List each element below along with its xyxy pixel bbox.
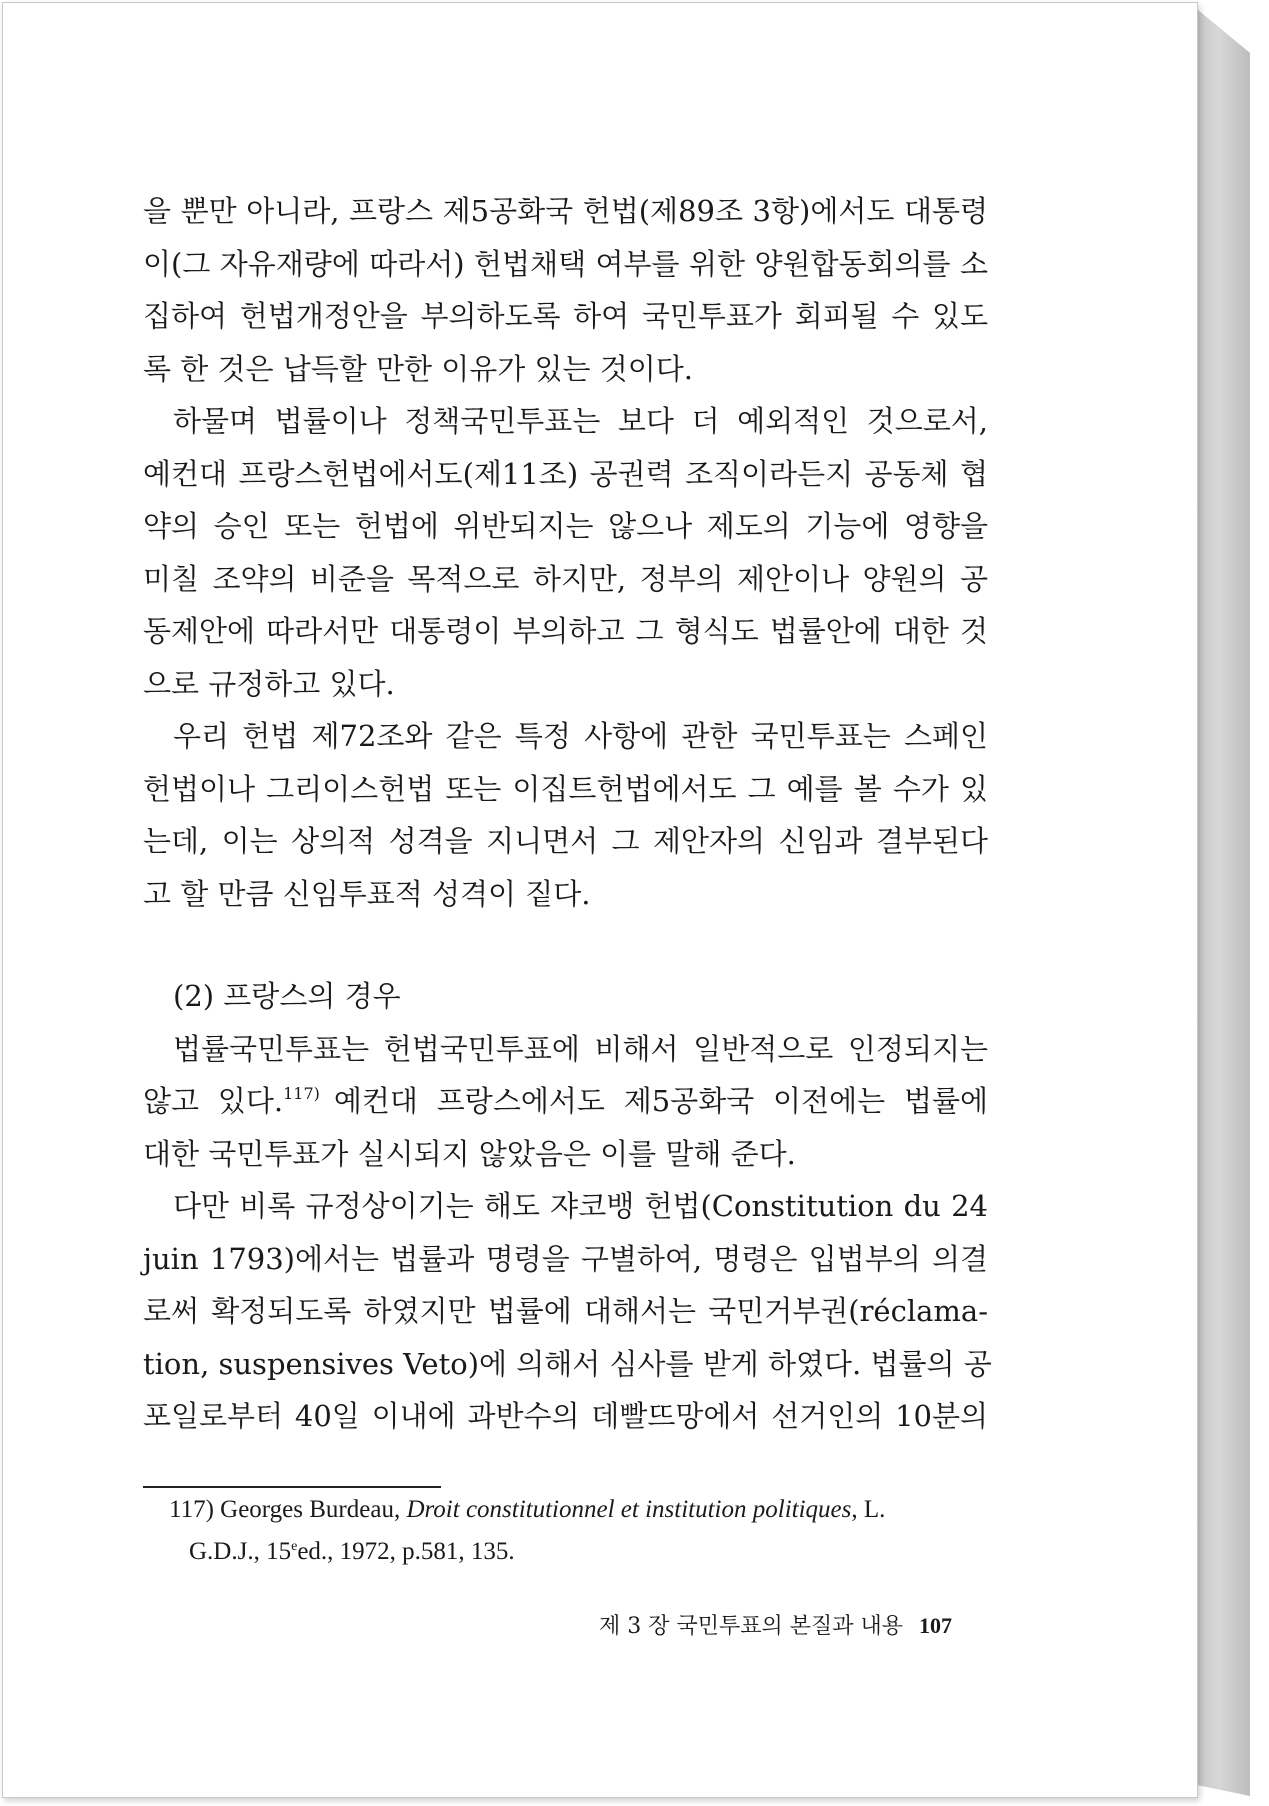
text-line: 이(그 자유재량에 따라서) 헌법채택 여부를 위한 양원합동회의를 소 [143,246,988,281]
footnote-divider [143,1486,441,1488]
text-line: 우리 헌법 제72조와 같은 특정 사항에 관한 국민투표는 스페인 [173,719,988,753]
section-gap [143,920,988,970]
text-line: 법률국민투표는 헌법국민투표에 비해서 일반적으로 인정되지는 [173,1031,988,1066]
footnote-title: Droit constitutionnel et institution politiques [406,1496,852,1523]
text-line: 으로 규정하고 있다. [143,666,395,701]
text-line: 로써 확정되도록 하였지만 법률에 대해서는 국민거부권(réclama- [143,1294,988,1328]
text-line: 록 한 것은 납득할 만한 이유가 있는 것이다. [143,351,693,386]
chapter-title: 제 3 장 국민투표의 본질과 내용 [599,1614,903,1639]
footnote-line [169,1531,991,1573]
text-line: 약의 승인 또는 헌법에 위반되지는 않으나 제도의 기능에 영향을 [143,509,988,543]
text-line: 을 뿐만 아니라, 프랑스 제5공화국 헌법(제89조 3항)에서도 대통령 [143,194,988,228]
footnote-edition-superscript: e [291,1539,298,1554]
text-line: 는데, 이는 상의적 성격을 지니면서 그 제안자의 신임과 결부된다 [143,824,988,858]
text-line: 헌법이나 그리이스헌법 또는 이집트헌법에서도 그 예를 볼 수가 있 [143,771,988,806]
text-line: 고 할 만큼 신임투표적 성격이 짙다. [143,876,591,911]
text-line: 하물며 법률이나 정책국민투표는 보다 더 예외적인 것으로서, [173,404,988,438]
footnote-number: 117) [169,1496,214,1523]
footnote-citation: G.D.J., 15 [189,1538,292,1565]
section-heading: (2) 프랑스의 경우 [173,979,401,1013]
page-number: 107 [919,1613,952,1638]
text-fragment: 예컨대 프랑스에서도 제5공화국 이전에는 법률에 [333,1084,988,1118]
text-line: 동제안에 따라서만 대통령이 부의하고 그 형식도 법률안에 대한 것 [143,614,988,648]
book-page-edge [1198,10,1250,1796]
text-line-with-footnote-ref [143,1075,988,1128]
text-line: 포일로부터 40일 이내에 과반수의 데빨뜨망에서 선거인의 10분의 [143,1399,988,1433]
body-text [143,185,992,1443]
text-line: 다만 비록 규정상이기는 해도 쟈코뱅 헌법(Constitution du 24 [173,1189,988,1223]
text-line: 대한 국민투표가 실시되지 않았음은 이를 말해 준다. [143,1136,796,1171]
book-page [2,2,1198,1798]
text-line: 미칠 조약의 비준을 목적으로 하지만, 정부의 제안이나 양원의 공 [143,561,988,596]
text-line: 예컨대 프랑스헌법에서도(제11조) 공권력 조직이라든지 공동체 협 [143,456,988,491]
text-line: 집하여 헌법개정안을 부의하도록 하여 국민투표가 회피될 수 있도 [143,299,988,333]
running-footer [3,1609,952,1640]
footnote-reference: 117) [283,1084,320,1103]
footnote-citation-tail: ed., 1972, p.581, 135. [297,1538,515,1565]
text-line: juin 1793)에서는 법률과 명령을 구별하여, 명령은 입법부의 의결 [143,1241,988,1276]
footnote [169,1489,991,1573]
text-fragment: 않고 있다. [143,1084,284,1118]
text-line: tion, suspensives Veto)에 의해서 심사를 받게 하였다. 법률의 공 [143,1346,992,1381]
footnote-author: Georges Burdeau, [220,1496,401,1523]
footnote-publisher: , L. [851,1496,886,1523]
footnote-line [169,1489,991,1531]
